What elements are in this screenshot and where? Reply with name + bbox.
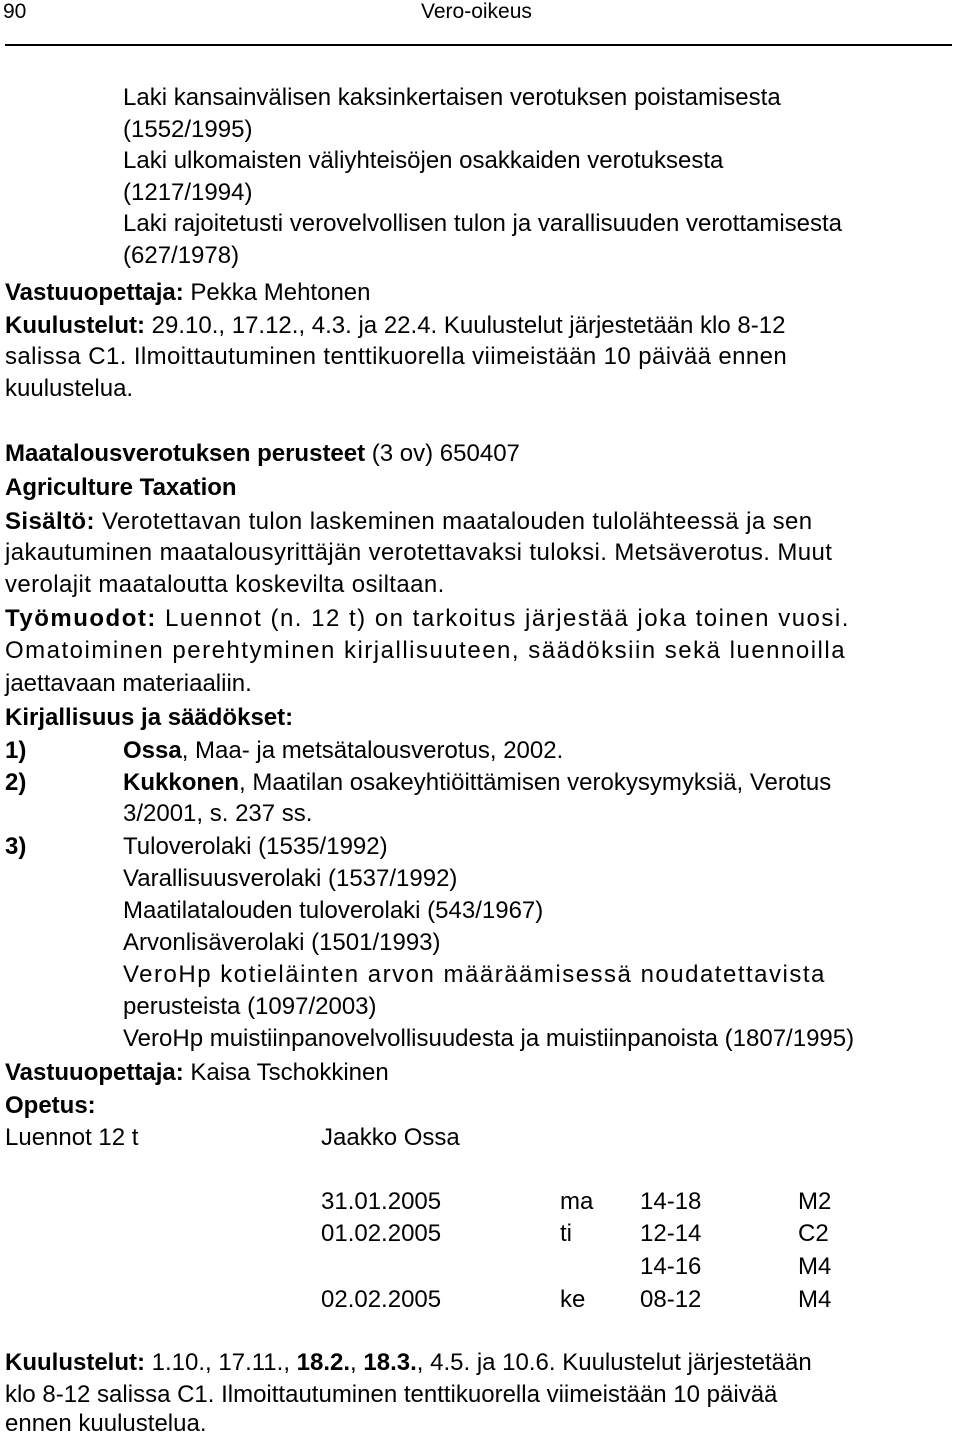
prev-teacher-value: Pekka Mehtonen (183, 279, 371, 306)
literature-item (123, 767, 831, 798)
schedule-day: ke (560, 1286, 586, 1313)
statute-line: VeroHp muistiinpanovelvollisuudesta ja muistiinpanoista (1807/1995) (123, 1025, 855, 1052)
schedule-date: 01.02.2005 (321, 1220, 442, 1247)
methods-line: jaettavaan materiaaliin. (5, 670, 252, 697)
schedule-room: M4 (798, 1286, 832, 1313)
page-header (0, 0, 960, 44)
exams-line (5, 1347, 812, 1378)
law-line: (1552/1995) (123, 116, 253, 143)
exams-line: ennen kuulustelua. (5, 1410, 207, 1437)
schedule-day: ti (560, 1220, 572, 1247)
prev-exams-text: 29.10., 17.12., 4.3. ja 22.4. Kuulustelut järjestetään klo 8-12 (144, 312, 786, 339)
course-title (5, 438, 520, 469)
exams-date-bold: 18.2. (296, 1349, 351, 1376)
law-line: Laki rajoitetusti verovelvollisen tulon ja varallisuuden verottamisesta (123, 210, 843, 237)
schedule-time: 14-18 (640, 1188, 702, 1215)
law-line: Laki ulkomaisten väliyhteisöjen osakkaiden verotuksesta (123, 147, 724, 174)
teacher-line (5, 1057, 389, 1088)
schedule-time: 12-14 (640, 1220, 702, 1247)
literature-heading: Kirjallisuus ja säädökset: (5, 704, 294, 731)
literature-title: , Maatilan osakeyhtiöittämisen verokysymyksiä, Verotus (239, 769, 832, 796)
statute-line: VeroHp kotieläinten arvon määräämisessä noudatettavista (123, 961, 826, 988)
running-title: Vero-oikeus (421, 0, 532, 23)
law-line: (1217/1994) (123, 179, 253, 206)
methods-line (5, 603, 850, 634)
exams-label: Kuulustelut: (5, 1349, 145, 1376)
statute-line: perusteista (1097/2003) (123, 993, 377, 1020)
content-line: jakautuminen maatalousyrittäjän verotettavaksi tuloksi. Metsäverotus. Muut (5, 539, 833, 566)
literature-author: Kukkonen (123, 769, 240, 796)
content-text: Verotettavan tulon laskeminen maatalouden tulolähteessä ja sen (94, 508, 813, 535)
methods-line: Omatoiminen perehtyminen kirjallisuuteen, säädöksiin sekä luennoilla (5, 637, 847, 664)
prev-exams-line (5, 310, 785, 341)
schedule-room: M4 (798, 1253, 832, 1280)
literature-title: , Maa- ja metsätalousverotus, 2002. (181, 737, 564, 764)
schedule-day: ma (560, 1188, 594, 1215)
exams-dates: 1.10., 17.11., (144, 1349, 297, 1376)
exams-date-bold: 18.3. (363, 1349, 417, 1376)
literature-author: Ossa (123, 737, 182, 764)
teacher-label: Vastuuopettaja: (5, 1059, 184, 1086)
statute-line: Varallisuusverolaki (1537/1992) (123, 865, 458, 892)
lecturer-name: Jaakko Ossa (321, 1124, 460, 1151)
methods-text: Luennot (n. 12 t) on tarkoitus järjestää joka toinen vuosi. (156, 605, 850, 632)
teacher-value: Kaisa Tschokkinen (183, 1059, 389, 1086)
schedule-room: C2 (798, 1220, 829, 1247)
schedule-time: 14-16 (640, 1253, 702, 1280)
literature-item (123, 735, 563, 766)
prev-exams-line: salissa C1. Ilmoittautuminen tenttikuorella viimeistään 10 päivää ennen (5, 343, 788, 370)
statute-line: Maatilatalouden tuloverolaki (543/1967) (123, 897, 544, 924)
literature-number: 3) (5, 833, 27, 860)
course-title-credits: (3 ov) 650407 (365, 440, 520, 467)
schedule-room: M2 (798, 1188, 832, 1215)
page-number: 90 (3, 0, 27, 23)
law-line: Laki kansainvälisen kaksinkertaisen verotuksen poistamisesta (123, 84, 781, 111)
prev-teacher-line (5, 277, 371, 308)
statute-line: Tuloverolaki (1535/1992) (123, 833, 388, 860)
exams-text: , 4.5. ja 10.6. Kuulustelut järjestetään (416, 1349, 812, 1376)
prev-exams-label: Kuulustelut: (5, 312, 145, 339)
schedule-time: 08-12 (640, 1286, 702, 1313)
content-line (5, 506, 813, 537)
law-line: (627/1978) (123, 242, 240, 269)
schedule-date: 31.01.2005 (321, 1188, 442, 1215)
header-rule (5, 44, 952, 46)
literature-title-cont: 3/2001, s. 237 ss. (123, 800, 313, 827)
content-label: Sisältö: (5, 508, 95, 535)
teaching-heading: Opetus: (5, 1092, 96, 1119)
literature-number: 2) (5, 769, 27, 796)
lectures-label: Luennot 12 t (5, 1124, 139, 1151)
exams-line: klo 8-12 salissa C1. Ilmoittautuminen tenttikuorella viimeistään 10 päivää (5, 1381, 778, 1408)
prev-exams-line: kuulustelua. (5, 375, 134, 402)
exams-sep: , (350, 1349, 364, 1376)
course-english-title: Agriculture Taxation (5, 474, 237, 501)
methods-label: Työmuodot: (5, 605, 157, 632)
statute-line: Arvonlisäverolaki (1501/1993) (123, 929, 441, 956)
content-line: verolajit maataloutta koskevilta osiltaan. (5, 571, 445, 598)
course-title-name: Maatalousverotuksen perusteet (5, 440, 366, 467)
literature-number: 1) (5, 737, 27, 764)
schedule-date: 02.02.2005 (321, 1286, 442, 1313)
prev-teacher-label: Vastuuopettaja: (5, 279, 184, 306)
